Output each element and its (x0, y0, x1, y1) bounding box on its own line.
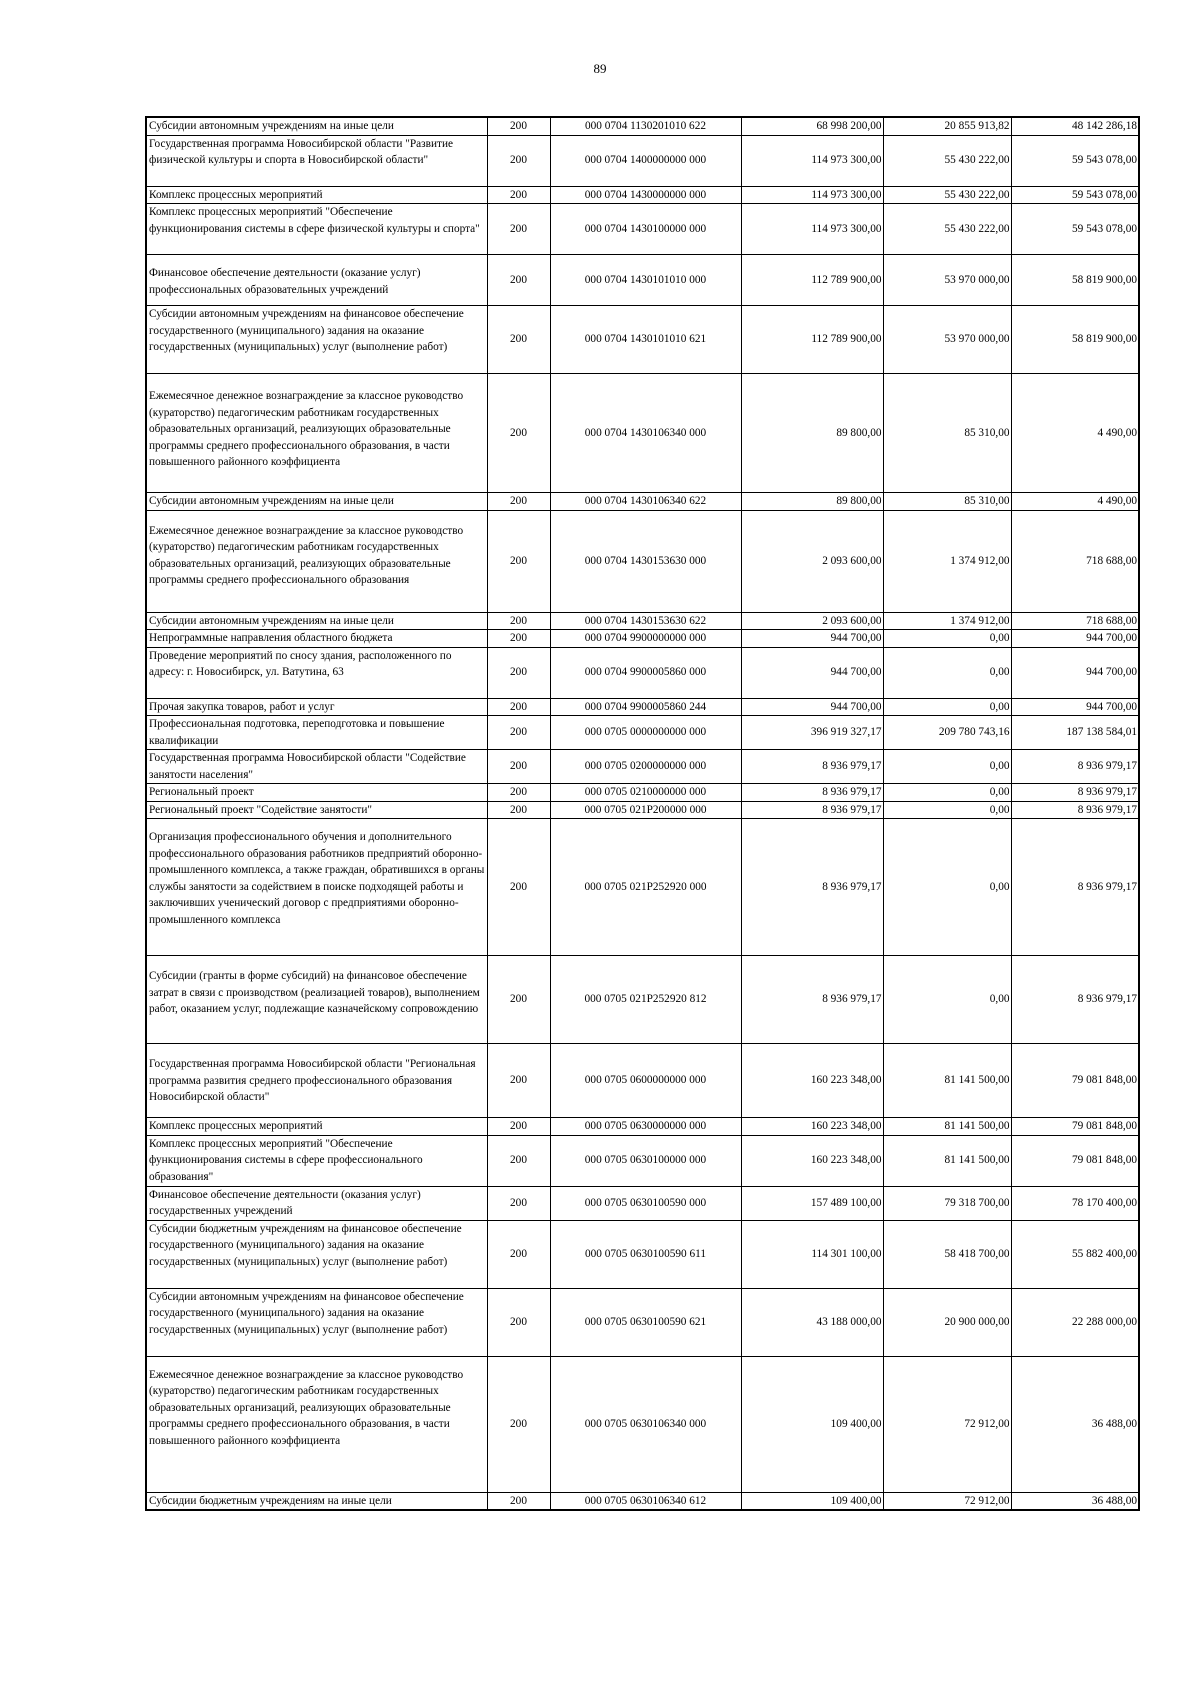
table-row (146, 255, 1139, 306)
table-row (146, 1044, 1139, 1118)
row-value-assigned-cell: 944 700,00 (741, 698, 883, 716)
row-value-assigned-cell: 112 789 900,00 (741, 306, 883, 374)
row-code-cell: 000 0705 0630100590 611 (550, 1220, 741, 1288)
row-value-remaining-cell: 718 688,00 (1011, 612, 1139, 630)
budget-table (145, 116, 1140, 1511)
row-admin-cell: 200 (487, 1288, 550, 1356)
row-value-executed-cell: 1 374 912,00 (883, 612, 1011, 630)
row-value-remaining-cell: 36 488,00 (1011, 1492, 1139, 1510)
row-value-assigned-cell: 2 093 600,00 (741, 510, 883, 612)
row-name-cell: Профессиональная подготовка, переподготовка и повышение квалификации (146, 716, 487, 750)
row-value-assigned-cell: 160 223 348,00 (741, 1135, 883, 1186)
row-name-cell: Организация профессионального обучения и дополнительного профессионального образования работников предприятий оборонно-промышленного комплекса, а также граждан, обратившихся в органы службы занятости за содействием в поиске подходящей работы и заключивших ученический договор с предприятиями оборонно-промышленного комплекса (146, 819, 487, 956)
row-value-remaining-cell: 79 081 848,00 (1011, 1135, 1139, 1186)
row-code-cell: 000 0705 0210000000 000 (550, 784, 741, 802)
row-name-cell: Проведение мероприятий по сносу здания, расположенного по адресу: г. Новосибирск, ул. Ватутина, 63 (146, 647, 487, 698)
table-row (146, 1135, 1139, 1186)
row-value-remaining-cell: 4 490,00 (1011, 493, 1139, 511)
row-code-cell: 000 0704 1430153630 622 (550, 612, 741, 630)
row-name-cell: Ежемесячное денежное вознаграждение за классное руководство (кураторство) педагогическим работникам государственных образовательных организаций, реализующих образовательные программы среднего профессионального образования, в части повышенного районного коэффициента (146, 374, 487, 493)
row-value-remaining-cell: 79 081 848,00 (1011, 1118, 1139, 1136)
row-value-assigned-cell: 8 936 979,17 (741, 784, 883, 802)
row-admin-cell: 200 (487, 493, 550, 511)
row-value-remaining-cell: 58 819 900,00 (1011, 255, 1139, 306)
table-row (146, 1220, 1139, 1288)
row-value-executed-cell: 53 970 000,00 (883, 255, 1011, 306)
row-code-cell: 000 0704 1430106340 000 (550, 374, 741, 493)
row-value-executed-cell: 55 430 222,00 (883, 204, 1011, 255)
row-name-cell: Ежемесячное денежное вознаграждение за классное руководство (кураторство) педагогическим работникам государственных образовательных организаций, реализующих образовательные программы среднего профессионального образования (146, 510, 487, 612)
table-row (146, 1356, 1139, 1492)
row-code-cell: 000 0704 1430153630 000 (550, 510, 741, 612)
row-admin-cell: 200 (487, 1186, 550, 1220)
row-value-remaining-cell: 8 936 979,17 (1011, 784, 1139, 802)
table-row (146, 1492, 1139, 1510)
row-code-cell: 000 0705 0630100590 000 (550, 1186, 741, 1220)
row-code-cell: 000 0704 1430101010 000 (550, 255, 741, 306)
row-value-executed-cell: 0,00 (883, 647, 1011, 698)
page-number: 89 (593, 61, 607, 76)
row-value-executed-cell: 0,00 (883, 956, 1011, 1044)
table-row (146, 1288, 1139, 1356)
row-admin-cell: 200 (487, 716, 550, 750)
row-value-executed-cell: 72 912,00 (883, 1492, 1011, 1510)
row-name-cell: Финансовое обеспечение деятельности (оказание услуг) профессиональных образовательных учреждений (146, 255, 487, 306)
row-value-remaining-cell: 22 288 000,00 (1011, 1288, 1139, 1356)
row-admin-cell: 200 (487, 1044, 550, 1118)
row-code-cell: 000 0704 9900000000 000 (550, 630, 741, 648)
row-value-assigned-cell: 2 093 600,00 (741, 612, 883, 630)
row-admin-cell: 200 (487, 306, 550, 374)
row-value-assigned-cell: 112 789 900,00 (741, 255, 883, 306)
row-name-cell: Комплекс процессных мероприятий (146, 186, 487, 204)
row-value-executed-cell: 72 912,00 (883, 1356, 1011, 1492)
row-code-cell: 000 0705 0630106340 000 (550, 1356, 741, 1492)
row-admin-cell: 200 (487, 135, 550, 186)
row-value-executed-cell: 53 970 000,00 (883, 306, 1011, 374)
row-name-cell: Комплекс процессных мероприятий (146, 1118, 487, 1136)
row-admin-cell: 200 (487, 819, 550, 956)
row-value-assigned-cell: 89 800,00 (741, 374, 883, 493)
row-value-assigned-cell: 8 936 979,17 (741, 750, 883, 784)
row-code-cell: 000 0705 0630106340 612 (550, 1492, 741, 1510)
row-value-remaining-cell: 59 543 078,00 (1011, 204, 1139, 255)
row-name-cell: Прочая закупка товаров, работ и услуг (146, 698, 487, 716)
row-name-cell: Ежемесячное денежное вознаграждение за классное руководство (кураторство) педагогическим работникам государственных образовательных организаций, реализующих образовательные программы среднего профессионального образования, в части повышенного районного коэффициента (146, 1356, 487, 1492)
row-code-cell: 000 0705 0600000000 000 (550, 1044, 741, 1118)
table-row (146, 186, 1139, 204)
row-code-cell: 000 0704 9900005860 244 (550, 698, 741, 716)
table-row (146, 306, 1139, 374)
row-value-assigned-cell: 114 973 300,00 (741, 204, 883, 255)
row-value-remaining-cell: 944 700,00 (1011, 647, 1139, 698)
table-row (146, 374, 1139, 493)
table-row (146, 510, 1139, 612)
row-value-remaining-cell: 8 936 979,17 (1011, 801, 1139, 819)
row-name-cell: Субсидии автономным учреждениям на иные цели (146, 493, 487, 511)
row-code-cell: 000 0705 0630000000 000 (550, 1118, 741, 1136)
row-value-assigned-cell: 114 973 300,00 (741, 186, 883, 204)
row-code-cell: 000 0705 0630100590 621 (550, 1288, 741, 1356)
row-value-assigned-cell: 160 223 348,00 (741, 1044, 883, 1118)
table-row (146, 698, 1139, 716)
row-value-executed-cell: 1 374 912,00 (883, 510, 1011, 612)
row-code-cell: 000 0704 9900005860 000 (550, 647, 741, 698)
row-name-cell: Комплекс процессных мероприятий "Обеспечение функционирования системы в сфере профессионального образования" (146, 1135, 487, 1186)
table-row (146, 1118, 1139, 1136)
row-code-cell: 000 0705 021P200000 000 (550, 801, 741, 819)
row-name-cell: Региональный проект (146, 784, 487, 802)
table-row (146, 956, 1139, 1044)
row-value-remaining-cell: 944 700,00 (1011, 698, 1139, 716)
row-name-cell: Субсидии (гранты в форме субсидий) на финансовое обеспечение затрат в связи с производством (реализацией товаров), выполнением работ, оказанием услуг, подлежащие казначейскому сопровождению (146, 956, 487, 1044)
row-value-executed-cell: 0,00 (883, 801, 1011, 819)
row-value-assigned-cell: 157 489 100,00 (741, 1186, 883, 1220)
row-value-assigned-cell: 160 223 348,00 (741, 1118, 883, 1136)
row-admin-cell: 200 (487, 255, 550, 306)
row-value-executed-cell: 0,00 (883, 819, 1011, 956)
row-value-assigned-cell: 944 700,00 (741, 647, 883, 698)
row-value-assigned-cell: 8 936 979,17 (741, 801, 883, 819)
table-row (146, 716, 1139, 750)
row-value-executed-cell: 55 430 222,00 (883, 135, 1011, 186)
row-value-assigned-cell: 114 973 300,00 (741, 135, 883, 186)
row-code-cell: 000 0704 1430000000 000 (550, 186, 741, 204)
table-row (146, 612, 1139, 630)
row-code-cell: 000 0705 0630100000 000 (550, 1135, 741, 1186)
row-code-cell: 000 0704 1400000000 000 (550, 135, 741, 186)
row-value-executed-cell: 209 780 743,16 (883, 716, 1011, 750)
row-admin-cell: 200 (487, 117, 550, 135)
row-code-cell: 000 0704 1430100000 000 (550, 204, 741, 255)
row-value-remaining-cell: 8 936 979,17 (1011, 956, 1139, 1044)
row-admin-cell: 200 (487, 1356, 550, 1492)
row-name-cell: Субсидии автономным учреждениям на иные цели (146, 117, 487, 135)
row-admin-cell: 200 (487, 1135, 550, 1186)
row-code-cell: 000 0704 1430101010 621 (550, 306, 741, 374)
row-admin-cell: 200 (487, 1220, 550, 1288)
row-code-cell: 000 0705 0200000000 000 (550, 750, 741, 784)
row-code-cell: 000 0705 021P252920 000 (550, 819, 741, 956)
row-value-assigned-cell: 68 998 200,00 (741, 117, 883, 135)
row-value-executed-cell: 85 310,00 (883, 374, 1011, 493)
row-name-cell: Комплекс процессных мероприятий "Обеспечение функционирования системы в сфере физической культуры и спорта" (146, 204, 487, 255)
row-name-cell: Субсидии автономным учреждениям на иные цели (146, 612, 487, 630)
row-admin-cell: 200 (487, 1492, 550, 1510)
row-name-cell: Субсидии автономным учреждениям на финансовое обеспечение государственного (муниципального) задания на оказание государственных (муниципальных) услуг (выполнение работ) (146, 306, 487, 374)
row-value-remaining-cell: 58 819 900,00 (1011, 306, 1139, 374)
row-value-remaining-cell: 8 936 979,17 (1011, 750, 1139, 784)
row-value-executed-cell: 0,00 (883, 630, 1011, 648)
row-admin-cell: 200 (487, 784, 550, 802)
table-row (146, 784, 1139, 802)
row-value-executed-cell: 20 900 000,00 (883, 1288, 1011, 1356)
row-code-cell: 000 0704 1430106340 622 (550, 493, 741, 511)
row-value-executed-cell: 20 855 913,82 (883, 117, 1011, 135)
row-admin-cell: 200 (487, 204, 550, 255)
row-name-cell: Финансовое обеспечение деятельности (оказания услуг) государственных учреждений (146, 1186, 487, 1220)
row-name-cell: Региональный проект "Содействие занятости" (146, 801, 487, 819)
table-row (146, 135, 1139, 186)
row-code-cell: 000 0705 021P252920 812 (550, 956, 741, 1044)
table-row (146, 493, 1139, 511)
row-value-assigned-cell: 8 936 979,17 (741, 819, 883, 956)
row-admin-cell: 200 (487, 1118, 550, 1136)
table-row (146, 750, 1139, 784)
row-value-assigned-cell: 109 400,00 (741, 1356, 883, 1492)
row-value-remaining-cell: 4 490,00 (1011, 374, 1139, 493)
row-value-remaining-cell: 48 142 286,18 (1011, 117, 1139, 135)
row-admin-cell: 200 (487, 801, 550, 819)
table-row (146, 1186, 1139, 1220)
row-value-assigned-cell: 109 400,00 (741, 1492, 883, 1510)
row-value-executed-cell: 79 318 700,00 (883, 1186, 1011, 1220)
table-row (146, 204, 1139, 255)
row-value-assigned-cell: 89 800,00 (741, 493, 883, 511)
row-value-remaining-cell: 59 543 078,00 (1011, 186, 1139, 204)
row-name-cell: Государственная программа Новосибирской области "Региональная программа развития среднего профессионального образования Новосибирской области" (146, 1044, 487, 1118)
table-body (146, 117, 1139, 1510)
row-name-cell: Субсидии бюджетным учреждениям на финансовое обеспечение государственного (муниципального) задания на оказание государственных (муниципальных) услуг (выполнение работ) (146, 1220, 487, 1288)
row-admin-cell: 200 (487, 956, 550, 1044)
row-value-executed-cell: 85 310,00 (883, 493, 1011, 511)
row-name-cell: Государственная программа Новосибирской области "Развитие физической культуры и спорта в Новосибирской области" (146, 135, 487, 186)
row-value-remaining-cell: 55 882 400,00 (1011, 1220, 1139, 1288)
row-value-executed-cell: 55 430 222,00 (883, 186, 1011, 204)
table-row (146, 630, 1139, 648)
row-name-cell: Непрограммные направления областного бюджета (146, 630, 487, 648)
row-value-remaining-cell: 59 543 078,00 (1011, 135, 1139, 186)
row-admin-cell: 200 (487, 750, 550, 784)
row-value-assigned-cell: 114 301 100,00 (741, 1220, 883, 1288)
table-row (146, 647, 1139, 698)
row-name-cell: Государственная программа Новосибирской области "Содействие занятости населения" (146, 750, 487, 784)
row-value-remaining-cell: 718 688,00 (1011, 510, 1139, 612)
row-value-executed-cell: 81 141 500,00 (883, 1118, 1011, 1136)
row-code-cell: 000 0705 0000000000 000 (550, 716, 741, 750)
row-value-remaining-cell: 187 138 584,01 (1011, 716, 1139, 750)
row-admin-cell: 200 (487, 186, 550, 204)
row-admin-cell: 200 (487, 630, 550, 648)
row-admin-cell: 200 (487, 698, 550, 716)
row-value-executed-cell: 81 141 500,00 (883, 1135, 1011, 1186)
row-admin-cell: 200 (487, 647, 550, 698)
row-value-executed-cell: 81 141 500,00 (883, 1044, 1011, 1118)
row-value-remaining-cell: 79 081 848,00 (1011, 1044, 1139, 1118)
row-value-remaining-cell: 78 170 400,00 (1011, 1186, 1139, 1220)
row-value-executed-cell: 0,00 (883, 750, 1011, 784)
row-value-executed-cell: 58 418 700,00 (883, 1220, 1011, 1288)
row-name-cell: Субсидии автономным учреждениям на финансовое обеспечение государственного (муниципального) задания на оказание государственных (муниципальных) услуг (выполнение работ) (146, 1288, 487, 1356)
row-value-assigned-cell: 8 936 979,17 (741, 956, 883, 1044)
row-value-remaining-cell: 944 700,00 (1011, 630, 1139, 648)
row-name-cell: Субсидии бюджетным учреждениям на иные цели (146, 1492, 487, 1510)
row-admin-cell: 200 (487, 510, 550, 612)
row-value-remaining-cell: 8 936 979,17 (1011, 819, 1139, 956)
row-value-executed-cell: 0,00 (883, 698, 1011, 716)
row-value-assigned-cell: 43 188 000,00 (741, 1288, 883, 1356)
row-value-assigned-cell: 944 700,00 (741, 630, 883, 648)
row-value-executed-cell: 0,00 (883, 784, 1011, 802)
row-admin-cell: 200 (487, 612, 550, 630)
table-row (146, 117, 1139, 135)
row-admin-cell: 200 (487, 374, 550, 493)
table-row (146, 819, 1139, 956)
table-row (146, 801, 1139, 819)
row-code-cell: 000 0704 1130201010 622 (550, 117, 741, 135)
row-value-assigned-cell: 396 919 327,17 (741, 716, 883, 750)
row-value-remaining-cell: 36 488,00 (1011, 1356, 1139, 1492)
